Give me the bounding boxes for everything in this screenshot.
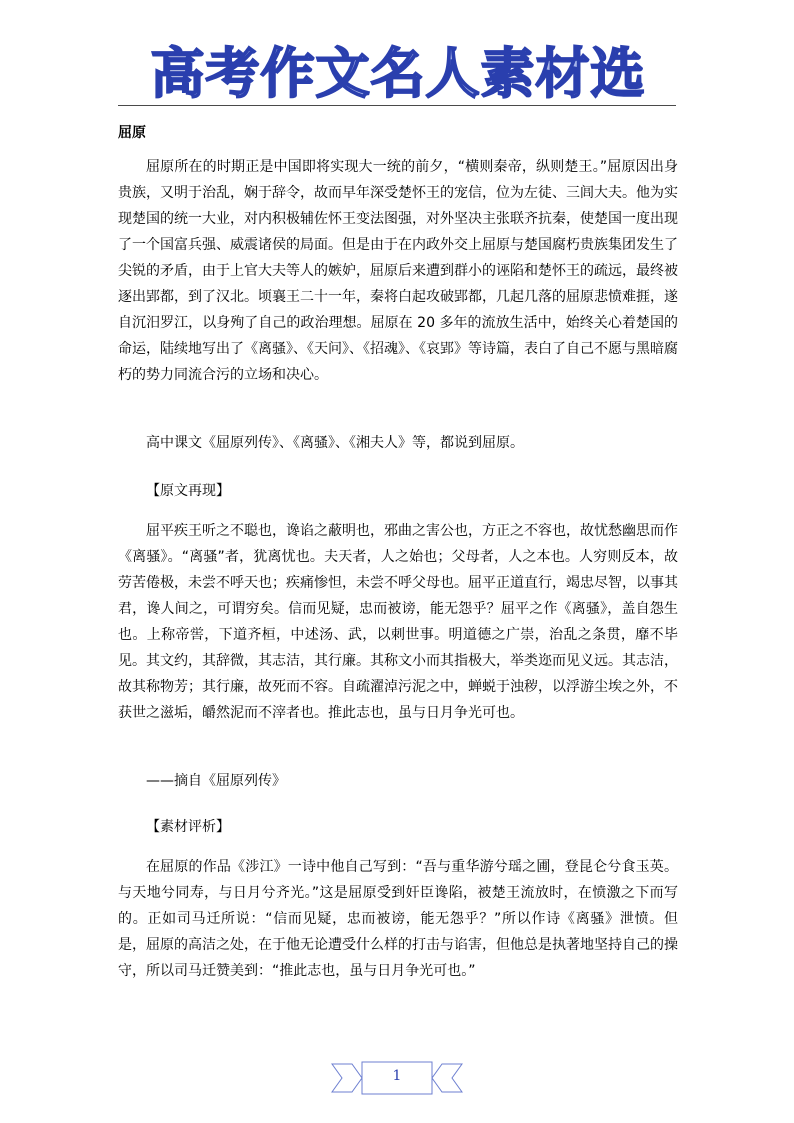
source-citation: ——摘自《屈原列传》 (146, 773, 286, 789)
header-title: 高考作文名人素材选 (150, 42, 646, 105)
page-number: 1 (392, 1068, 402, 1084)
header-rule (118, 105, 676, 106)
original-text-paragraph: 屈平疾王听之不聪也，谗谄之蔽明也，邪曲之害公也，方正之不容也，故忧愁幽思而作《离骚》。“离骚”者，犹离忧也。夫天者，人之始也；父母者，人之本也。人穷则反本，故劳苦倦极，未尝不呼天也；疾痛惨怛，未尝不呼父母也。屈平正道直行，竭忠尽智，以事其君，谗人间之，可谓穷矣。信而见疑，忠而被谤，能无怨乎？屈平之作《离骚》，盖自怨生也。上称帝喾，下道齐桓，中述汤、武，以刺世事。明道德之广崇，治乱之条贯，靡不毕见。其文约，其辞微，其志洁，其行廉。其称文小而其指极大，举类迩而见义远。其志洁，故其称物芳；其行廉，故死而不容。自疏濯淖污泥之中，蝉蜕于浊秽，以浮游尘埃之外，不获世之滋垢，皭然泥而不滓者也。推此志也，虽与日月争光可也。 (118, 523, 678, 721)
intro-paragraph: 屈原所在的时期正是中国即将实现大一统的前夕，“横则秦帝，纵则楚王。”屈原因出身贵族，又明于治乱，娴于辞令，故而早年深受楚怀王的宠信，位为左徒、三闾大夫。他为实现楚国的统一大业，对内积极辅佐怀王变法图强，对外坚决主张联齐抗秦，使楚国一度出现了一个国富兵强、威震诸侯的局面。但是由于在内政外交上屈原与楚国腐朽贵族集团发生了尖锐的矛盾，由于上官大夫等人的嫉妒，屈原后来遭到群小的诬陷和楚怀王的疏远，最终被逐出郢都，到了汉北。顷襄王二十一年，秦将白起攻破郢都，几起几落的屈原悲愤难捱，遂自沉汨罗江，以身殉了自己的政治理想。屈原在 20 多年的流放生活中，始终关心着楚国的命运，陆续地写出了《离骚》、《天问》、《招魂》、《哀郢》等诗篇，表白了自己不愿与黑暗腐朽的势力同流合污的立场和决心。 (118, 159, 678, 383)
page-footer (330, 1058, 464, 1098)
textbook-paragraph: 高中课文《屈原列传》、《离骚》、《湘夫人》等，都说到屈原。 (146, 435, 524, 451)
analysis-paragraph: 在屈原的作品《涉江》一诗中他自己写到：“吾与重华游兮瑶之圃，登昆仑兮食玉英。与天地兮同寿，与日月兮齐光。”这是屈原受到奸臣谗陷，被楚王流放时，在愤激之下而写的。正如司马迁所说：“信而见疑，忠而被谤，能无怨乎？”所以作诗《离骚》泄愤。但是，屈原的高洁之处，在于他无论遭受什么样的打击与谄害，但他总是执著地坚持自己的操守，所以司马迁赞美到：“推此志也，虽与日月争光可也。” (118, 859, 678, 979)
page-header (118, 44, 676, 106)
heading-analysis: 【素材评析】 (146, 819, 230, 835)
section-title: 屈原 (118, 125, 146, 141)
heading-original-text: 【原文再现】 (146, 483, 230, 499)
